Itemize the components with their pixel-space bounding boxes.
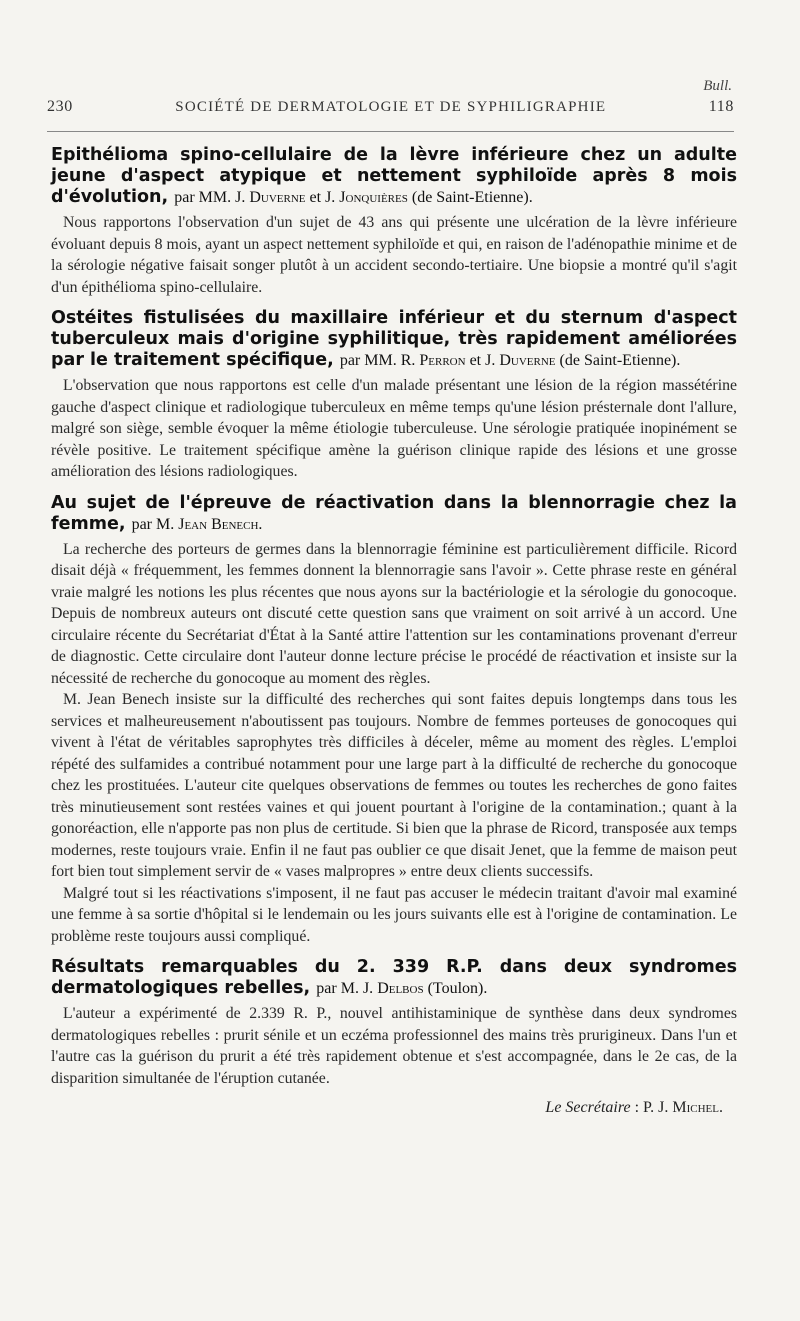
signature-name: P. J. Michel. [643, 1099, 723, 1116]
page-content [51, 145, 737, 1117]
article-4-byline [316, 980, 487, 997]
article-2-byline [340, 352, 681, 369]
author-affiliation: (de Saint-Etienne). [411, 189, 533, 206]
article-2-heading [51, 308, 737, 371]
signature-role: Le Secrétaire [545, 1099, 631, 1116]
byline-conj: et J. [469, 352, 496, 369]
running-head [47, 98, 734, 116]
author-affiliation: (Toulon). [427, 980, 488, 997]
article-1-title: Epithélioma spino-cellulaire de la lèvre inférieure chez un adulte jeune d'aspect atypique et nettement syphiloïde après 8 mois d'évolution, [51, 145, 737, 207]
author-name: Delbos [377, 980, 424, 997]
byline-prefix: par M. [131, 515, 175, 533]
author-name: Duverne [499, 352, 556, 369]
author-name: Jean Benech. [178, 515, 263, 533]
article-4-title: Résultats remarquables du 2. 339 R.P. dans deux syndromes dermatologiques rebelles, [51, 957, 737, 998]
author-name: Duverne [249, 189, 306, 206]
page-number: 230 [47, 98, 73, 115]
article-4 [51, 957, 737, 1089]
signature-sep: : [634, 1099, 640, 1116]
article-4-heading [51, 957, 737, 999]
article-3 [51, 493, 737, 948]
byline-conj: et J. [309, 189, 336, 206]
article-2 [51, 308, 737, 483]
article-3-paragraph-3: Malgré tout si les réactivations s'imposent, il ne faut pas accuser le médecin traitant d'avoir mal examiné une femme à sa sortie d'hôpital si le lendemain ou les jours suivants elle est à l'origine de contamination. Le problème reste toujours aussi compliqué. [51, 884, 737, 945]
byline-prefix: par M. J. [316, 980, 374, 997]
bulletin-number: 118 [708, 98, 734, 115]
journal-title: SOCIÉTÉ DE DERMATOLOGIE ET DE SYPHILIGRAPHIE [175, 99, 607, 115]
article-3-heading [51, 493, 737, 535]
article-1-heading [51, 145, 737, 208]
author-name: Jonquières [339, 189, 408, 206]
article-1-paragraph: Nous rapportons l'observation d'un sujet de 43 ans qui présente une ulcération de la lèvre inférieure évoluant depuis 8 mois, ayant un aspect nettement syphiloïde et qui, en raison de l'adénopathie minime et de la sérologie négative faisait songer plutôt à un accident secondo-tertiaire. Une biopsie a montré qu'il s'agit d'un épithélioma spino-cellulaire. [51, 214, 737, 296]
byline-prefix: par MM. R. [339, 352, 416, 369]
article-3-paragraph-2: M. Jean Benech insiste sur la difficulté des recherches qui sont faites depuis longtemps dans tous les services et malheureusement n'aboutissent pas toujours. Nombre de femmes porteuses de gonocoques qui vivent à l'état de véritables saprophytes très difficiles à déceler, même au moment des règles. L'emploi répété des sulfamides a contribué notamment pour une large part à la difficulté de recherche du gonocoque chez les prostituées. L'auteur cite quelques observations de femmes ou toutes les recherches de gono faites très minutieusement sont restées vaines et qui jouent pourtant à l'origine de la contamination.; quant à la gonoréaction, elle n'apporte pas non plus de certitude. Si bien que la phrase de Ricord, transposée aux temps modernes, reste toujours vraie. Enfin il ne faut pas oublier ce que disait Jenet, que la femme de maison peut fort bien tout simplement servir de « vases malpropres » entre deux clients successifs. [51, 691, 737, 880]
author-name: Perron [419, 352, 466, 369]
article-1 [51, 145, 737, 298]
article-4-paragraph: L'auteur a expérimenté de 2.339 R. P., nouvel antihistaminique de synthèse dans deux syndromes dermatologiques rebelles : prurit sénile et un eczéma professionnel des mains très prurigineux. Dans l'un et l'autre cas la guérison du prurit a été très rapidement obtenue et s'est accompagnée, dans le 2e cas, de la disparition simultanée de l'éruption cutanée. [51, 1005, 737, 1087]
bull-label: Bull. [703, 78, 732, 94]
author-affiliation: (de Saint-Etienne). [559, 352, 681, 369]
signature [51, 1099, 737, 1117]
article-1-byline [174, 189, 532, 206]
article-2-title: Ostéites fistulisées du maxillaire inférieur et du sternum d'aspect tuberculeux mais d'origine syphilitique, très rapidement améliorées par le traitement spécifique, [51, 308, 737, 370]
article-3-title: Au sujet de l'épreuve de réactivation dans la blennorragie chez la femme, [51, 492, 737, 534]
article-3-paragraph-1: La recherche des porteurs de germes dans la blennorragie féminine est particulièrement difficile. Ricord disait déjà « fréquemment, les femmes donnent la blennorragie sans l'avoir ». Cette phrase reste en général vraie malgré les notions les plus récentes que nous ayons sur la bactériologie et la sérologie du gonocoque. Depuis de nombreux auteurs ont discuté cette question sans que vraiment on soit arrivé à un accord. Une circulaire récente du Secrétariat d'État à la Santé attire l'attention sur les contaminations provenant d'erreur de diagnostic. Cette circulaire dont l'auteur donne lecture précise le procédé de réactivation et insiste sur la nécessité de recherche du gonocoque au moment des règles. [51, 540, 737, 687]
article-3-byline [132, 516, 263, 533]
article-2-paragraph: L'observation que nous rapportons est celle d'un malade présentant une lésion de la région massétérine gauche d'aspect clinique et radiologique tuberculeux en même temps qu'une lésion présternale dont l'allure, malgré son siège, semble évoquer la même étiologie tuberculeuse. Une sérologie pratiquée inopinément se révèle positive. Le traitement spécifique amène la guérison clinique rapide des lésions et une grosse amélioration des lésions radiologiques. [51, 377, 737, 480]
byline-prefix: par MM. J. [174, 189, 246, 206]
header-rule [47, 131, 734, 132]
